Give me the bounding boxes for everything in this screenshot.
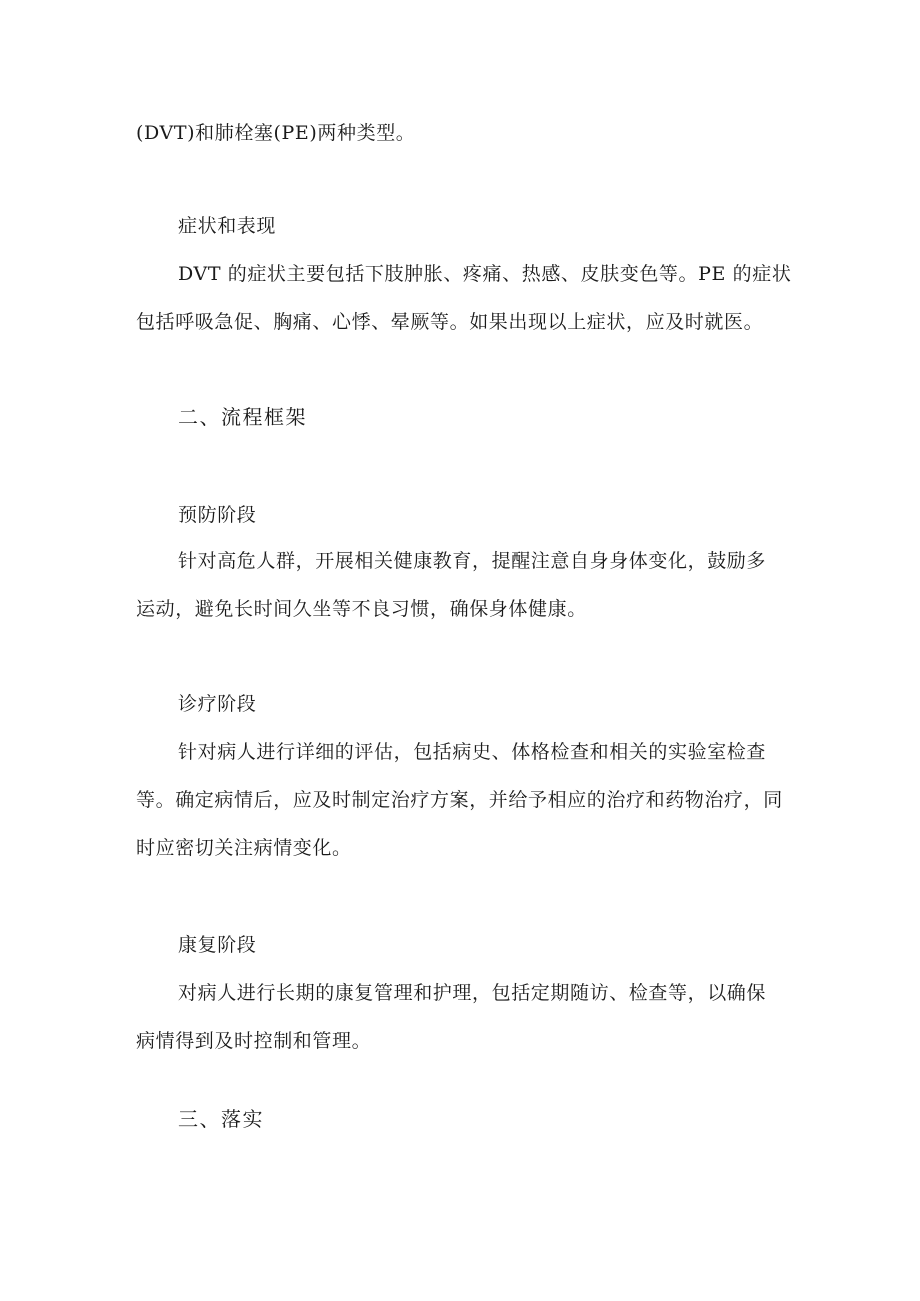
section-3-heading: 三、落实 [178, 1107, 264, 1131]
section-2-heading: 二、流程框架 [178, 405, 307, 429]
symptoms-paragraph-line: DVT 的症状主要包括下肢肿胀、疼痛、热感、皮肤变色等。PE 的症状 [178, 263, 792, 285]
diagnosis-paragraph-line: 针对病人进行详细的评估，包括病史、体格检查和相关的实验室检查 [178, 741, 767, 763]
prevention-paragraph-line: 运动，避免长时间久坐等不良习惯，确保身体健康。 [136, 598, 587, 620]
intro-tail-text: (DVT)和肺栓塞(PE)两种类型。 [136, 122, 416, 144]
diagnosis-paragraph-line: 时应密切关注病情变化。 [136, 837, 352, 859]
rehab-paragraph-line: 病情得到及时控制和管理。 [136, 1030, 372, 1052]
diagnosis-heading: 诊疗阶段 [178, 693, 257, 715]
symptoms-heading: 症状和表现 [178, 215, 277, 237]
rehab-heading: 康复阶段 [178, 934, 257, 956]
prevention-paragraph-line: 针对高危人群，开展相关健康教育，提醒注意自身身体变化，鼓励多 [178, 550, 767, 572]
symptoms-paragraph-line: 包括呼吸急促、胸痛、心悸、晕厥等。如果出现以上症状，应及时就医。 [136, 311, 764, 333]
rehab-paragraph-line: 对病人进行长期的康复管理和护理，包括定期随访、检查等，以确保 [178, 982, 767, 1004]
prevention-heading: 预防阶段 [178, 504, 257, 526]
diagnosis-paragraph-line: 等。确定病情后，应及时制定治疗方案，并给予相应的治疗和药物治疗，同 [136, 789, 783, 811]
